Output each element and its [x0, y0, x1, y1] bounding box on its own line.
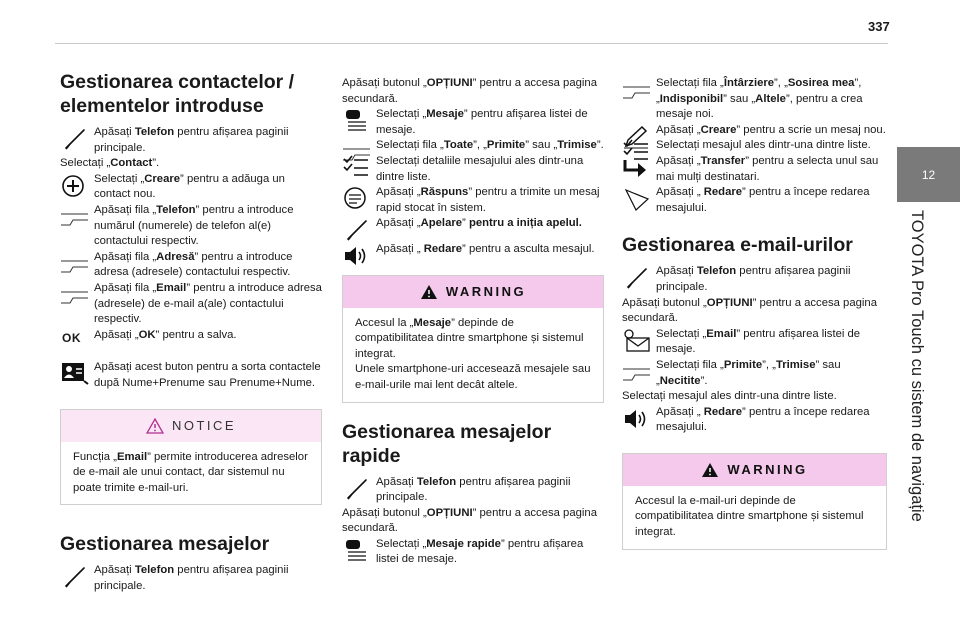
chapter-title: TOYOTA Pro Touch cu sistem de navigație — [908, 210, 926, 522]
step-row: Selectați „Creare” pentru a adăuga un contact nou. — [60, 172, 322, 203]
warning-triangle-icon — [146, 418, 164, 434]
message-bubble-icon — [342, 538, 372, 564]
tab-icon — [60, 251, 90, 277]
tab-icon — [60, 282, 90, 308]
transfer-arrow-icon — [622, 155, 652, 181]
warning-body: Accesul la e-mail-uri depinde de compatibilitatea dintre smartphone și sistemul integrat. — [635, 494, 864, 539]
heading-messages: Gestionarea mesajelor — [60, 533, 270, 556]
step-row: Apăsați Telefon pentru afișarea paginii principale. — [60, 563, 322, 594]
page-number: 337 — [868, 19, 890, 34]
heading-contacts: Gestionarea contactelor / elementelor introduse — [60, 71, 295, 117]
step-text: Apăsați butonul „OPȚIUNI” pentru a accesa pagina secundară. — [342, 77, 597, 105]
warning-box — [622, 453, 887, 550]
list-select-icon — [342, 155, 372, 181]
step-row: Apăsați „Transfer” pentru a selecta unul sau mai mulți destinatari. — [622, 154, 887, 185]
email-envelope-icon — [622, 328, 652, 354]
play-triangle-icon — [622, 186, 652, 212]
finger-tap-icon — [60, 126, 90, 152]
step-row: Apăsați Telefon pentru afișarea paginii principale. — [60, 125, 322, 156]
add-circle-icon — [60, 173, 90, 199]
step-row: Selectați fila „Toate”, „Primite” sau „Trimise”. — [342, 138, 604, 154]
step-row: Apăsați „ Redare” pentru a începe redarea mesajului. — [622, 405, 887, 436]
notice-body: Funcția „Email” permite introducerea adreselor de e-mail ale unui contact, dar sistemul nu poate trimite e-mail-uri. — [73, 450, 308, 494]
sort-contacts-icon — [60, 361, 90, 387]
finger-tap-icon — [342, 476, 372, 502]
step-text: Selectați mesajul ales dintr-una dintre liste. — [622, 390, 837, 403]
step-row: Selectați „Mesaje rapide” pentru afișarea listei de mesaje. — [342, 537, 604, 568]
column-3 — [622, 76, 887, 550]
column-1 — [60, 70, 322, 594]
ok-button-icon: OK — [62, 330, 81, 345]
step-row: Apăsați „ Redare” pentru a începe redarea mesajului. — [622, 185, 887, 216]
heading-quick-messages: Gestionarea mesajelor rapide — [342, 420, 552, 467]
speaker-icon — [622, 406, 652, 432]
header-rule — [55, 43, 888, 44]
step-row: OK Apăsați „OK” pentru a salva. — [60, 328, 322, 344]
warning-header: WARNING — [343, 276, 603, 308]
step-row: Selectați „Mesaje” pentru afișarea listei de mesaje. — [342, 107, 604, 138]
step-row: Apăsați fila „Email” pentru a introduce adresa (adresele) de e-mail a(ale) contactului respectiv. — [60, 281, 322, 328]
finger-tap-icon — [60, 564, 90, 590]
speaker-icon — [342, 243, 372, 269]
phone-call-icon — [342, 217, 372, 243]
column-2 — [342, 76, 604, 568]
step-row: Apăsați „Răspuns” pentru a trimite un mesaj rapid stocat în sistem. — [342, 185, 604, 216]
step-row: Apăsați Telefon pentru afișarea paginii principale. — [342, 475, 604, 506]
warning-box — [342, 275, 604, 403]
step-text: Selectați „Contact”. — [60, 157, 160, 170]
warning-header: WARNING — [623, 454, 886, 486]
warning-triangle-icon — [420, 284, 438, 300]
notice-box — [60, 409, 322, 506]
step-row: Apăsați „ Redare” pentru a asculta mesajul. — [342, 242, 604, 258]
step-row: Selectați detaliile mesajului ales dintr-una dintre liste. — [342, 154, 604, 185]
tab-icon — [622, 359, 652, 385]
warning-body: Accesul la „Mesaje” depinde de compatibilitatea dintre smartphone și sistemul integrat. Unele smartphone-uri accesează mesajele sau e-mail-urile mai lent decât altele. — [355, 316, 591, 391]
heading-emails: Gestionarea e-mail-urilor — [622, 234, 853, 257]
finger-tap-icon — [622, 265, 652, 291]
step-row: Apăsați fila „Telefon” pentru a introduce numărul (numerele) de telefon al(e) contactului respectiv. — [60, 203, 322, 250]
tab-icon — [622, 77, 652, 103]
step-row: Selectați mesajul ales dintr-una dintre liste. — [622, 138, 887, 154]
step-row: Selectați fila „Primite”, „Trimise” sau „Necitite”. — [622, 358, 887, 389]
message-bubble-icon — [342, 108, 372, 134]
step-row: Selectați „Email” pentru afișarea listei de mesaje. — [622, 327, 887, 358]
step-row: Apăsați fila „Adresă” pentru a introduce adresa (adresele) contactului respectiv. — [60, 250, 322, 281]
reply-message-icon — [342, 186, 372, 212]
step-row: Apăsați Telefon pentru afișarea paginii principale. — [622, 264, 887, 295]
step-text: Apăsați butonul „OPȚIUNI” pentru a accesa pagina secundară. — [342, 506, 597, 535]
notice-header: NOTICE — [61, 410, 321, 442]
step-row: Apăsați „Apelare” pentru a iniția apelul. — [342, 216, 604, 232]
step-row: Apăsați acest buton pentru a sorta contactele după Nume+Prenume sau Prenume+Nume. — [60, 360, 322, 391]
step-text: Apăsați butonul „OPȚIUNI” pentru a accesa pagina secundară. — [622, 296, 877, 325]
step-row: Selectați fila „Întârziere”, „Sosirea mea”, „Indisponibil” sau „Altele”, pentru a crea mesaje noi. — [622, 76, 887, 123]
step-row: Apăsați „Creare” pentru a scrie un mesaj nou. — [622, 123, 887, 139]
tab-icon — [60, 204, 90, 230]
chapter-tab[interactable]: 12 — [897, 147, 960, 202]
warning-triangle-icon — [701, 462, 719, 478]
